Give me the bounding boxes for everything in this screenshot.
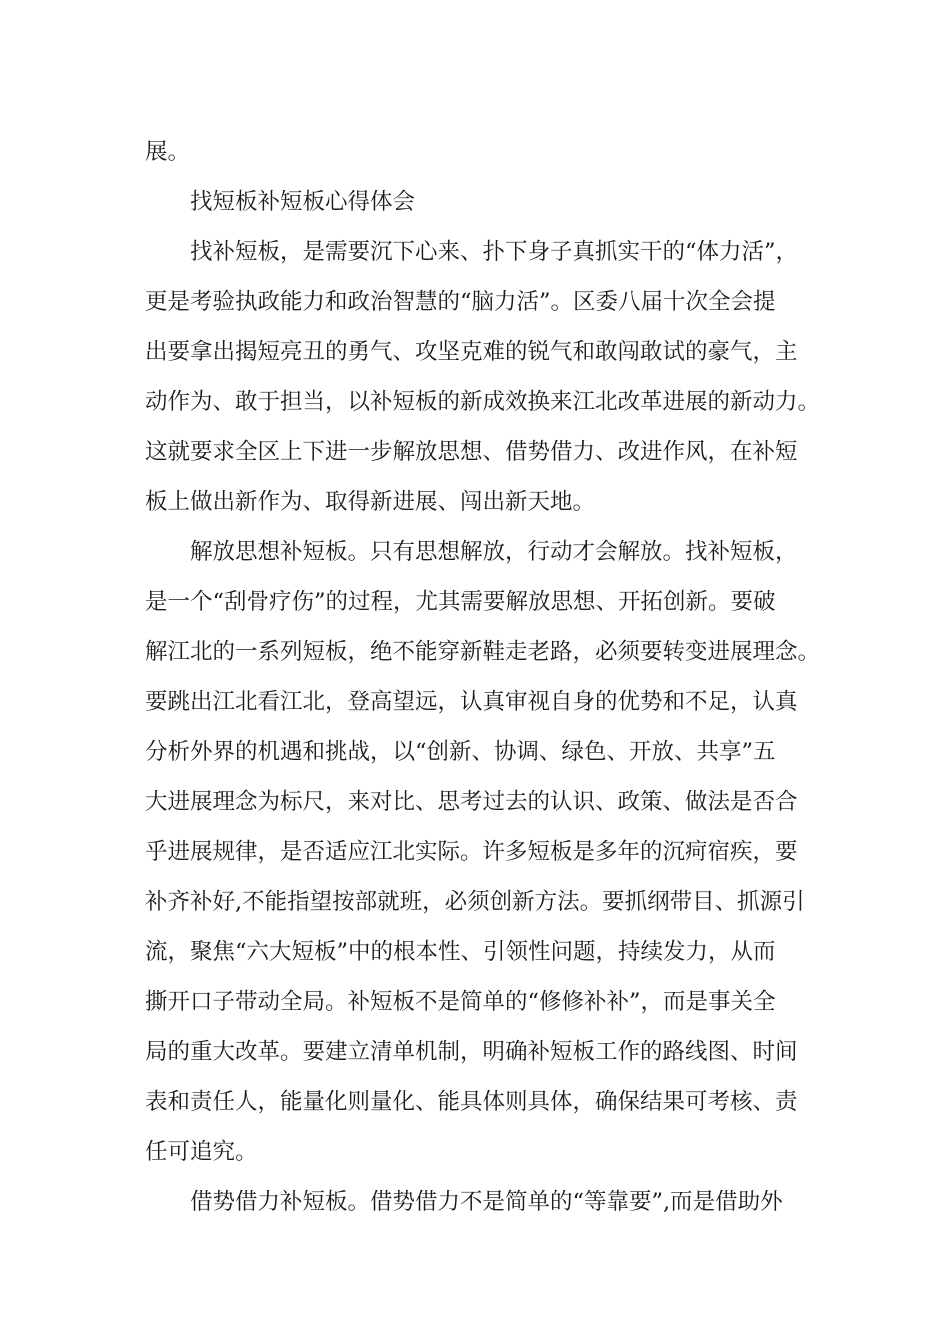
text-line: 解江北的一系列短板，绝不能穿新鞋走老路，必须要转变进展理念。 [145,639,821,665]
text-line: 找补短板，是需要沉下心来、扑下身子真抓实干的“体力活”， [190,239,799,265]
text-line: 要跳出江北看江北，登高望远，认真审视自身的优势和不足，认真 [145,689,798,715]
text-line: 出要拿出揭短亮丑的勇气、攻坚克难的锐气和敢闯敢试的豪气，主 [145,339,798,365]
text-line: 展。 [145,139,191,165]
text-line: 表和责任人，能量化则量化、能具体则具体，确保结果可考核、责 [145,1089,798,1115]
section-title: 找短板补短板心得体会 [190,189,416,215]
text-line: 补齐补好,不能指望按部就班，必须创新方法。要抓纲带目、抓源引 [145,889,805,915]
text-line: 是一个“刮骨疗伤”的过程，尤其需要解放思想、开拓创新。要破 [145,589,776,615]
text-line: 撕开口子带动全局。补短板不是简单的“修修补补”，而是事关全 [145,989,776,1015]
text-line: 任可追究。 [145,1139,258,1165]
text-line: 局的重大改革。要建立清单机制，明确补短板工作的路线图、时间 [145,1039,798,1065]
text-line: 乎进展规律，是否适应江北实际。许多短板是多年的沉疴宿疾，要 [145,839,798,865]
text-line: 动作为、敢于担当，以补短板的新成效换来江北改革进展的新动力。 [145,389,821,415]
text-line: 这就要求全区上下进一步解放思想、借势借力、改进作风，在补短 [145,439,798,465]
text-line: 解放思想补短板。只有思想解放，行动才会解放。找补短板， [190,539,798,565]
text-line: 分析外界的机遇和挑战，以“创新、协调、绿色、开放、共享”五 [145,739,776,765]
text-line: 板上做出新作为、取得新进展、闯出新天地。 [145,489,596,515]
text-line: 借势借力补短板。借势借力不是简单的“等靠要”,而是借助外 [190,1189,783,1215]
text-line: 流，聚焦“六大短板”中的根本性、引领性问题，持续发力，从而 [145,939,776,965]
text-line: 更是考验执政能力和政治智慧的“脑力活”。区委八届十次全会提 [145,289,776,315]
text-line: 大进展理念为标尺，来对比、思考过去的认识、政策、做法是否合 [145,789,798,815]
